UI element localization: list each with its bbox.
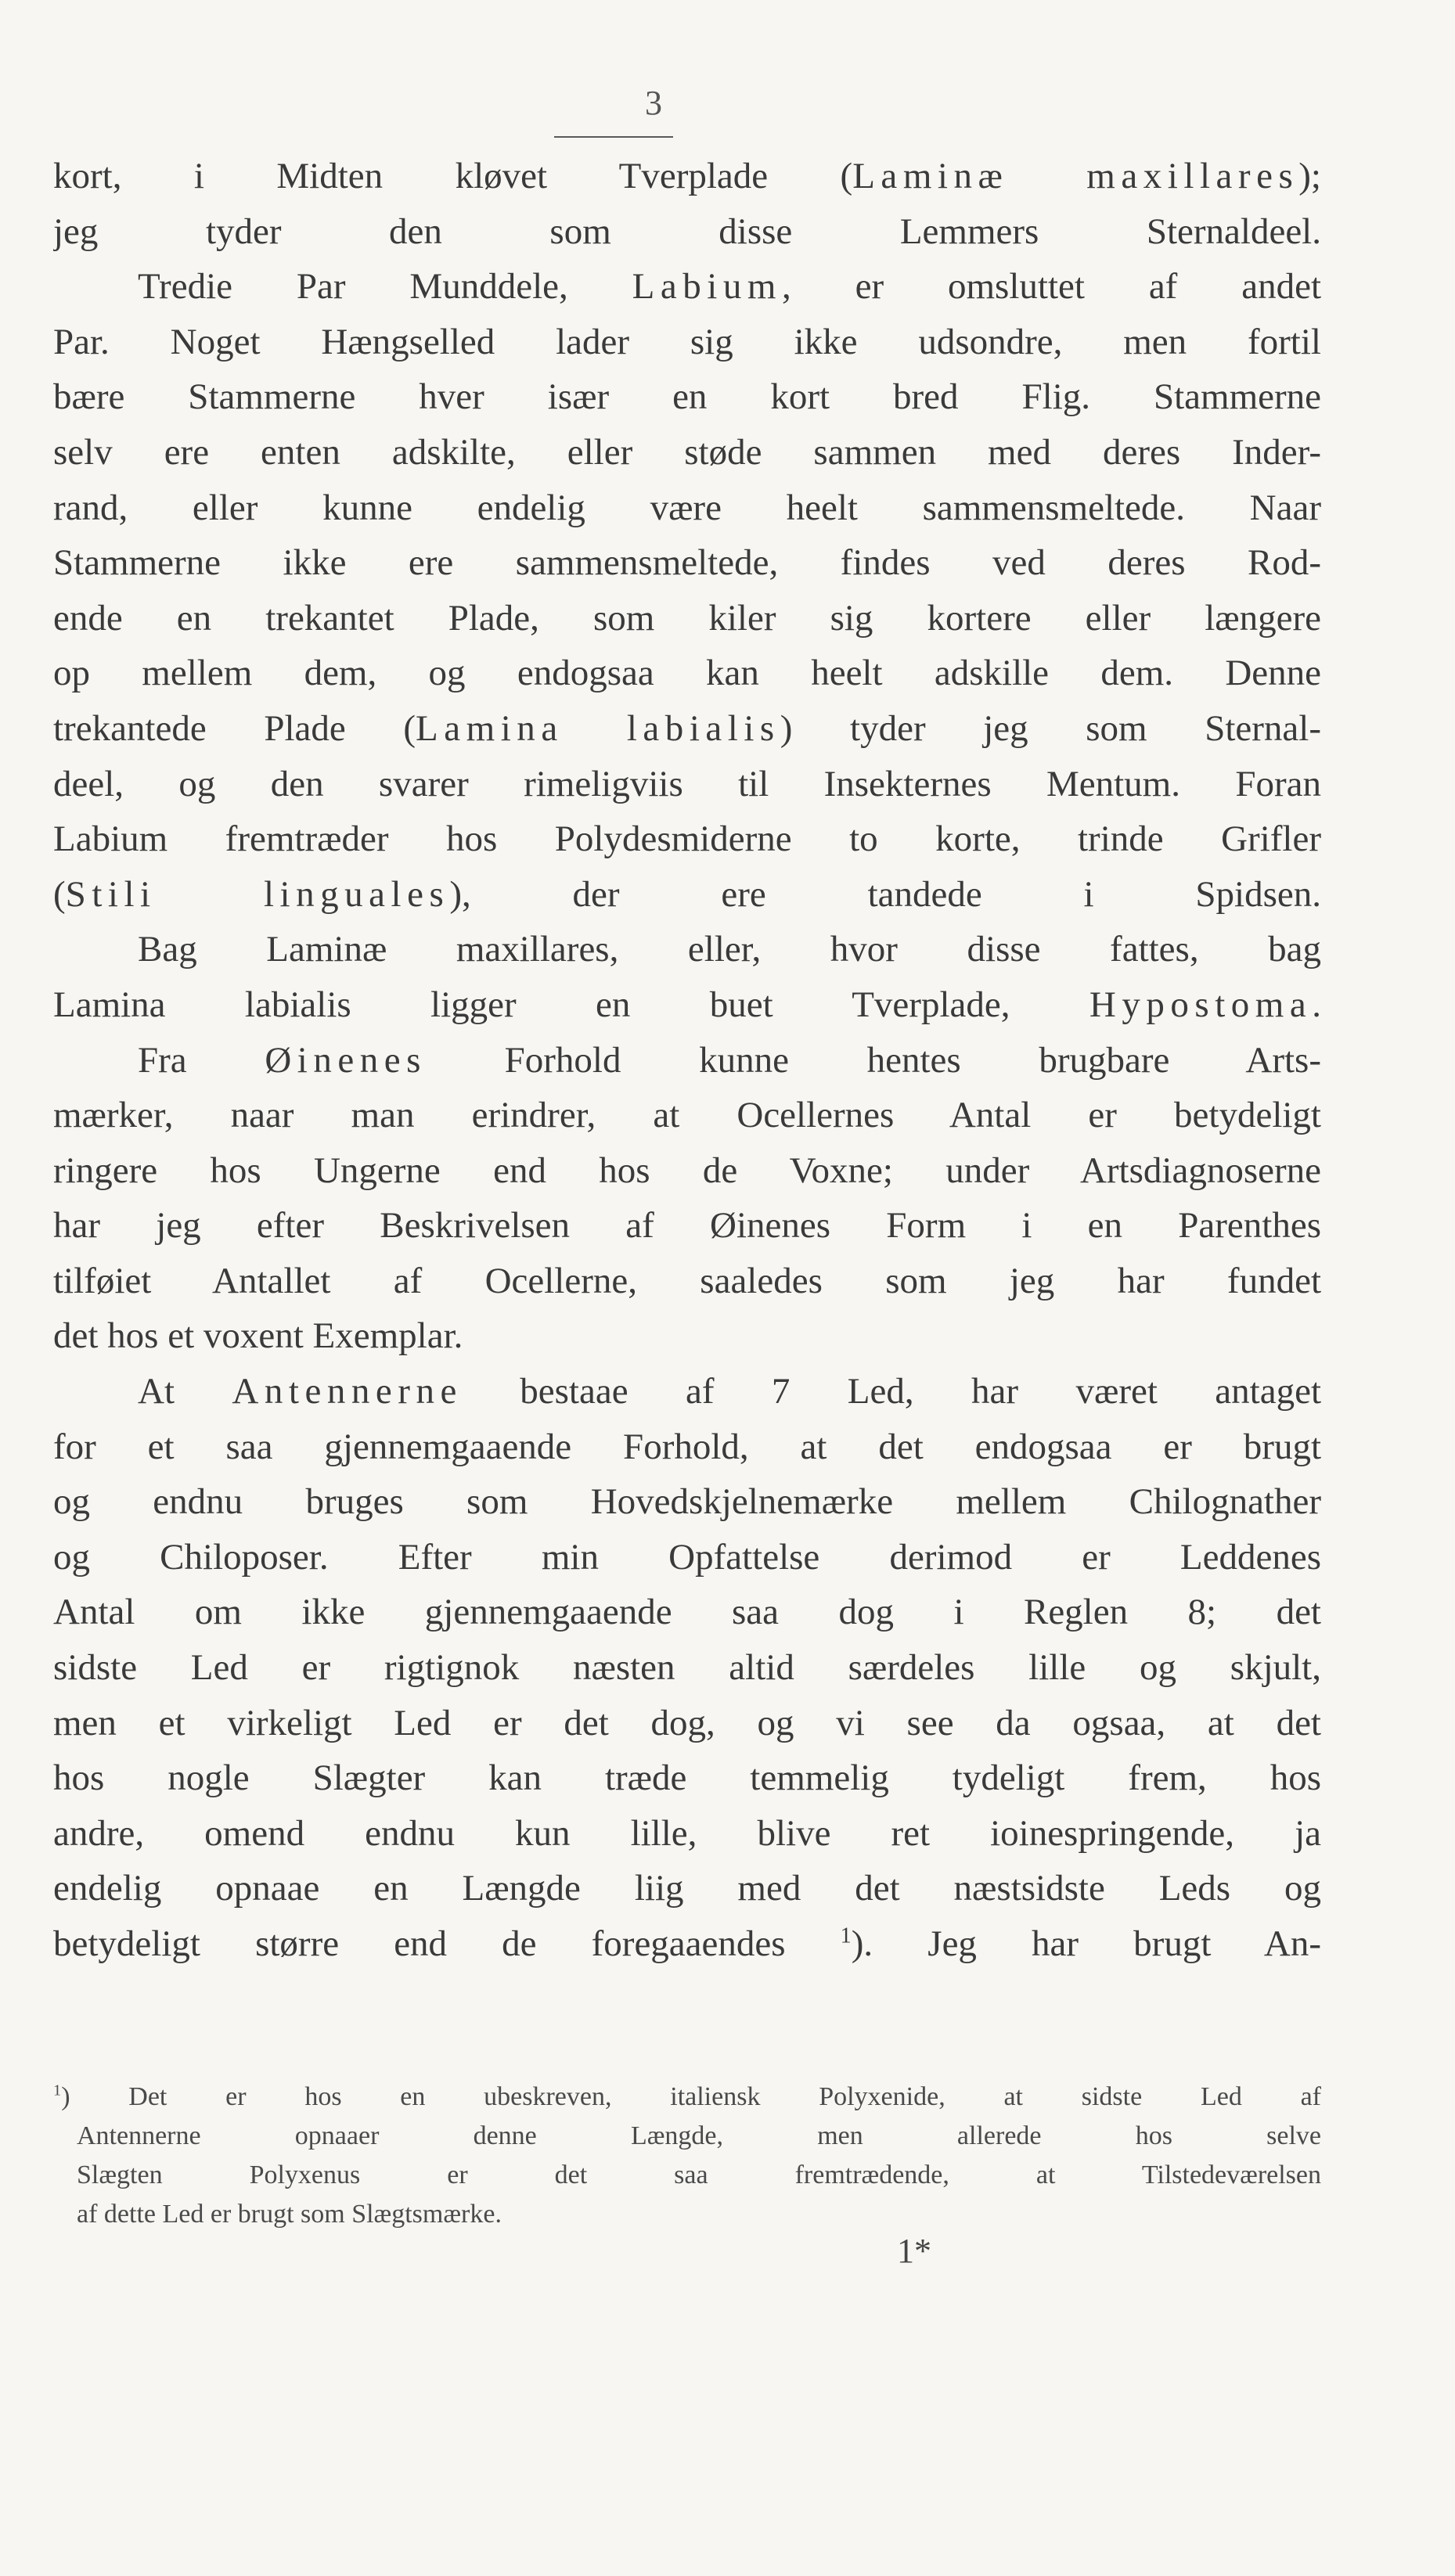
footnote-text: af dette Led er brugt som Slægtsmærke. [77, 2200, 502, 2229]
text-line: Par. Noget Hængselled lader sig ikke udsondre, men fortil [53, 321, 1321, 362]
spaced-term: Antennerne [232, 1371, 463, 1412]
body-text [53, 149, 1321, 1972]
text-line [53, 1364, 1321, 1419]
text-line: sidste Led er rigtignok næsten altid særdeles lille og skjult, [53, 1647, 1321, 1689]
text-line [53, 1916, 1321, 1972]
footnote-line [53, 2156, 1321, 2195]
footnote-reference: 1 [840, 1923, 852, 1948]
text-segment: Lamina labialis ligger en buet Tverplade, [53, 984, 1089, 1025]
text-line: hos nogle Slægter kan træde temmelig tydeligt frem, hos [53, 1758, 1321, 1799]
page-number-underline [554, 136, 673, 138]
text-segment: ) tyder jeg som Sternal- [780, 707, 1321, 749]
text-line: tilføiet Antallet af Ocellerne, saaledes som jeg har fundet [53, 1260, 1321, 1301]
text-segment: ), der ere tandede i Spidsen. [449, 873, 1321, 915]
page-number: 3 [645, 84, 662, 122]
spaced-term: Hypostoma [1089, 984, 1313, 1025]
footnote-line [53, 2195, 1321, 2234]
text-line: selv ere enten adskilte, eller støde sammen med deres Inder- [53, 431, 1321, 473]
footnote-marker: 1 [53, 2081, 62, 2099]
text-segment: trekantede Plade ( [53, 707, 416, 749]
text-line: og Chiloposer. Efter min Opfattelse derimod er Leddenes [53, 1536, 1321, 1578]
signature-mark: 1* [897, 2232, 931, 2270]
text-line: ende en trekantet Plade, som kiler sig kortere eller længere [53, 597, 1321, 639]
text-line: Bag Laminæ maxillares, eller, hvor disse fattes, bag [138, 929, 1321, 970]
text-line: rand, eller kunne endelig være heelt sammensmeltede. Naar [53, 487, 1321, 528]
footnote-line [53, 2078, 1321, 2117]
text-line: andre, omend endnu kun lille, blive ret ioinespringende, ja [53, 1812, 1321, 1854]
footnote-text: Antennerne opnaaer denne Længde, men allerede hos selve [77, 2121, 1321, 2150]
spaced-term: Labium [632, 266, 782, 308]
text-line: for et saa gjennemgaaende Forhold, at det endogsaa er brugt [53, 1426, 1321, 1467]
text-line: Antal om ikke gjennemgaaende saa dog i Reglen 8; det [53, 1592, 1321, 1633]
text-segment: ( [53, 873, 66, 915]
text-line: ringere hos Ungerne end hos de Voxne; under Artsdiagnoserne [53, 1149, 1321, 1191]
text-line [53, 867, 1321, 923]
text-segment: bestaae af 7 Led, har været antaget [462, 1371, 1321, 1412]
text-line: Labium fremtræder hos Polydesmiderne to korte, trinde Grifler [53, 818, 1321, 860]
text-segment: , er omsluttet af andet [781, 266, 1321, 308]
spaced-term: Øinenes [265, 1039, 427, 1081]
text-segment: betydeligt større end de foregaaendes [53, 1923, 841, 1964]
text-segment: At [138, 1371, 232, 1412]
text-line: har jeg efter Beskrivelsen af Øinenes Form i en Parenthes [53, 1205, 1321, 1247]
text-segment: Tredie Par Munddele, [138, 266, 632, 308]
footnotes [53, 2078, 1321, 2234]
footnote-text: Slægten Polyxenus er det saa fremtrædende, at Tilstedeværelsen [77, 2160, 1321, 2189]
text-segment: ). Jeg har brugt An- [851, 1923, 1321, 1964]
footnote-line [53, 2117, 1321, 2156]
text-line: og endnu bruges som Hovedskjelnemærke mellem Chilognather [53, 1481, 1321, 1523]
text-line [53, 977, 1321, 1033]
text-segment: Fra [138, 1039, 265, 1081]
text-segment: ); [1298, 156, 1321, 196]
text-line [53, 1033, 1321, 1088]
spaced-term: Lamina labialis [416, 707, 780, 749]
text-line: jeg tyder den som disse Lemmers Sternaldeel. [53, 210, 1321, 252]
text-segment: . [1312, 984, 1321, 1025]
text-line: det hos et voxent Exemplar. [53, 1315, 463, 1357]
text-line [53, 701, 1321, 757]
text-line: Stammerne ikke ere sammensmeltede, findes ved deres Rod- [53, 542, 1321, 584]
text-line: bære Stammerne hver især en kort bred Flig. Stammerne [53, 376, 1321, 418]
text-line: op mellem dem, og endogsaa kan heelt adskille dem. Denne [53, 653, 1321, 694]
text-line: mærker, naar man erindrer, at Ocellernes Antal er betydeligt [53, 1095, 1321, 1136]
text-line: endelig opnaae en Længde liig med det næstsidste Leds og [53, 1868, 1321, 1909]
text-line [53, 259, 1321, 315]
text-segment: kort, i Midten kløvet Tverplade ( [53, 156, 853, 196]
text-line: deel, og den svarer rimeligviis til Insekternes Mentum. Foran [53, 763, 1321, 804]
footnote-text: ) Det er hos en ubeskreven, italiensk Polyxenide, at sidste Led af [61, 2082, 1321, 2111]
spaced-term: Laminæ maxillares [852, 156, 1299, 196]
text-line [53, 149, 1321, 204]
text-line: men et virkeligt Led er det dog, og vi see da ogsaa, at det [53, 1702, 1321, 1743]
spaced-term: Stili linguales [65, 873, 450, 915]
text-segment: Forhold kunne hentes brugbare Arts- [426, 1039, 1321, 1081]
